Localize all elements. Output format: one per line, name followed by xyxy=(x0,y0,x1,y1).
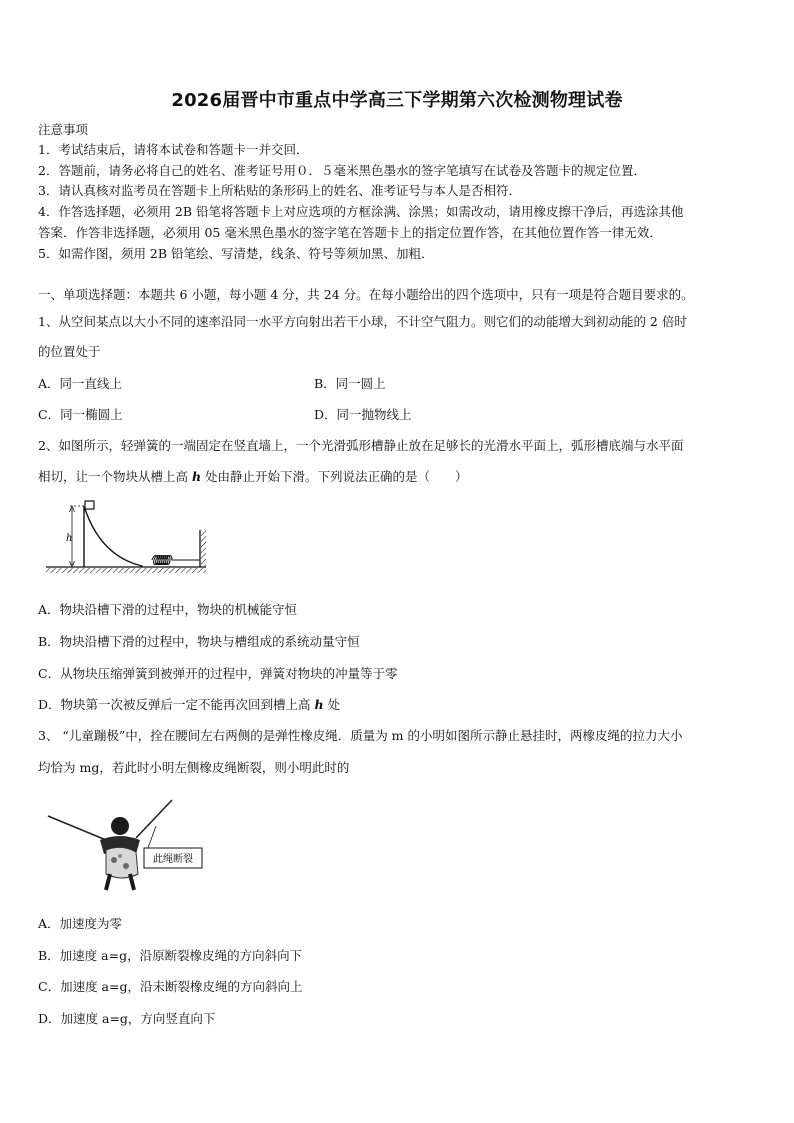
notice-item-4-cont: 答案．作答非选择题，必须用 05 毫米黑色墨水的签字笔在答题卡上的指定位置作答，在其他位置作答一律无效． xyxy=(38,225,662,240)
child-body xyxy=(106,847,138,878)
q1-option-d: D．同一抛物线上 xyxy=(314,407,412,422)
q2-stem-h: h xyxy=(191,469,202,484)
q3-option-c: C．加速度 a=g，沿未断裂橡皮绳的方向斜向上 xyxy=(38,979,303,994)
q2-option-d-text: D．物块第一次被反弹后一定不能再次回到槽上高 xyxy=(38,697,315,712)
q2-stem-line2 xyxy=(38,469,468,485)
q3-stem-line1: 3、 “儿童蹦极”中，拴在腰间左右两侧的是弹性橡皮绳．质量为 m 的小明如图所示静止悬挂时，两橡皮绳的拉力大小 xyxy=(38,728,683,743)
notice-heading: 注意事项 xyxy=(38,122,89,137)
q1-stem-line2: 的位置处于 xyxy=(38,344,101,359)
h-label: h xyxy=(66,533,73,544)
section-heading: 一、单项选择题：本题共 6 小题，每小题 4 分，共 24 分。在每小题给出的四个选项中，只有一项是符合题目要求的。 xyxy=(38,287,694,302)
q1-option-c: C．同一椭圆上 xyxy=(38,407,123,422)
break-label: 此绳断裂 xyxy=(153,854,193,865)
q2-stem-text-end: 处由静止开始下滑。下列说法正确的是（ ） xyxy=(201,469,468,484)
q2-option-d-h: h xyxy=(314,697,324,712)
arc-slot-spring-figure xyxy=(44,500,210,576)
wall-hatch xyxy=(201,530,206,567)
notice-item-3: 3．请认真核对监考员在答题卡上所粘贴的条形码上的姓名、准考证号与本人是否相符． xyxy=(38,183,521,198)
q2-option-d xyxy=(38,697,340,713)
q3-option-d: D．加速度 a=g，方向竖直向下 xyxy=(38,1011,216,1026)
notice-item-1: 1．考试结束后，请将本试卷和答题卡一并交回． xyxy=(38,142,309,157)
q2-option-a: A．物块沿槽下滑的过程中，物块的机械能守恒 xyxy=(38,602,298,617)
q1-option-b: B．同一圆上 xyxy=(314,376,386,391)
notice-item-4: 4．作答选择题，必须用 2B 铅笔将答题卡上对应选项的方框涂满、涂黑；如需改动，请用橡皮擦干净后，再选涂其他 xyxy=(38,204,684,219)
q2-stem-text: 相切，让一个物块从槽上高 xyxy=(38,469,192,484)
q1-option-a: A．同一直线上 xyxy=(38,376,123,391)
q2-option-b: B．物块沿槽下滑的过程中，物块与槽组成的系统动量守恒 xyxy=(38,634,360,649)
arc-slot xyxy=(84,506,142,567)
left-rope xyxy=(48,816,106,840)
q1-stem-line1: 1、从空间某点以大小不同的速率沿同一水平方向射出若干小球，不计空气阻力。则它们的动能增大到初动能的 2 倍时 xyxy=(38,314,687,329)
notice-item-5: 5．如需作图，须用 2B 铅笔绘、写清楚，线条、符号等须加黑、加粗． xyxy=(38,246,434,261)
notice-item-2: 2．答题前，请务必将自己的姓名、准考证号用０．５毫米黑色墨水的签字笔填写在试卷及答题卡的规定位置． xyxy=(38,163,646,178)
ground-hatch xyxy=(46,568,206,573)
q3-option-b: B．加速度 a=g，沿原断裂橡皮绳的方向斜向下 xyxy=(38,948,303,963)
q3-option-a: A．加速度为零 xyxy=(38,916,123,931)
q3-stem-line2: 均恰为 mg，若此时小明左侧橡皮绳断裂，则小明此时的 xyxy=(38,760,350,775)
block xyxy=(85,501,94,509)
child-head xyxy=(111,817,129,835)
q2-option-c: C．从物块压缩弹簧到被弹开的过程中，弹簧对物块的冲量等于零 xyxy=(38,666,398,681)
child-bungee-figure xyxy=(44,796,212,898)
q2-option-d-end: 处 xyxy=(323,697,341,712)
q2-stem-line1: 2、如图所示，轻弹簧的一端固定在竖直墙上，一个光滑弧形槽静止放在足够长的光滑水平面上，弧形槽底端与水平面 xyxy=(38,438,684,453)
page-title: 2026届晋中市重点中学高三下学期第六次检测物理试卷 xyxy=(171,90,623,111)
spring xyxy=(152,556,200,565)
